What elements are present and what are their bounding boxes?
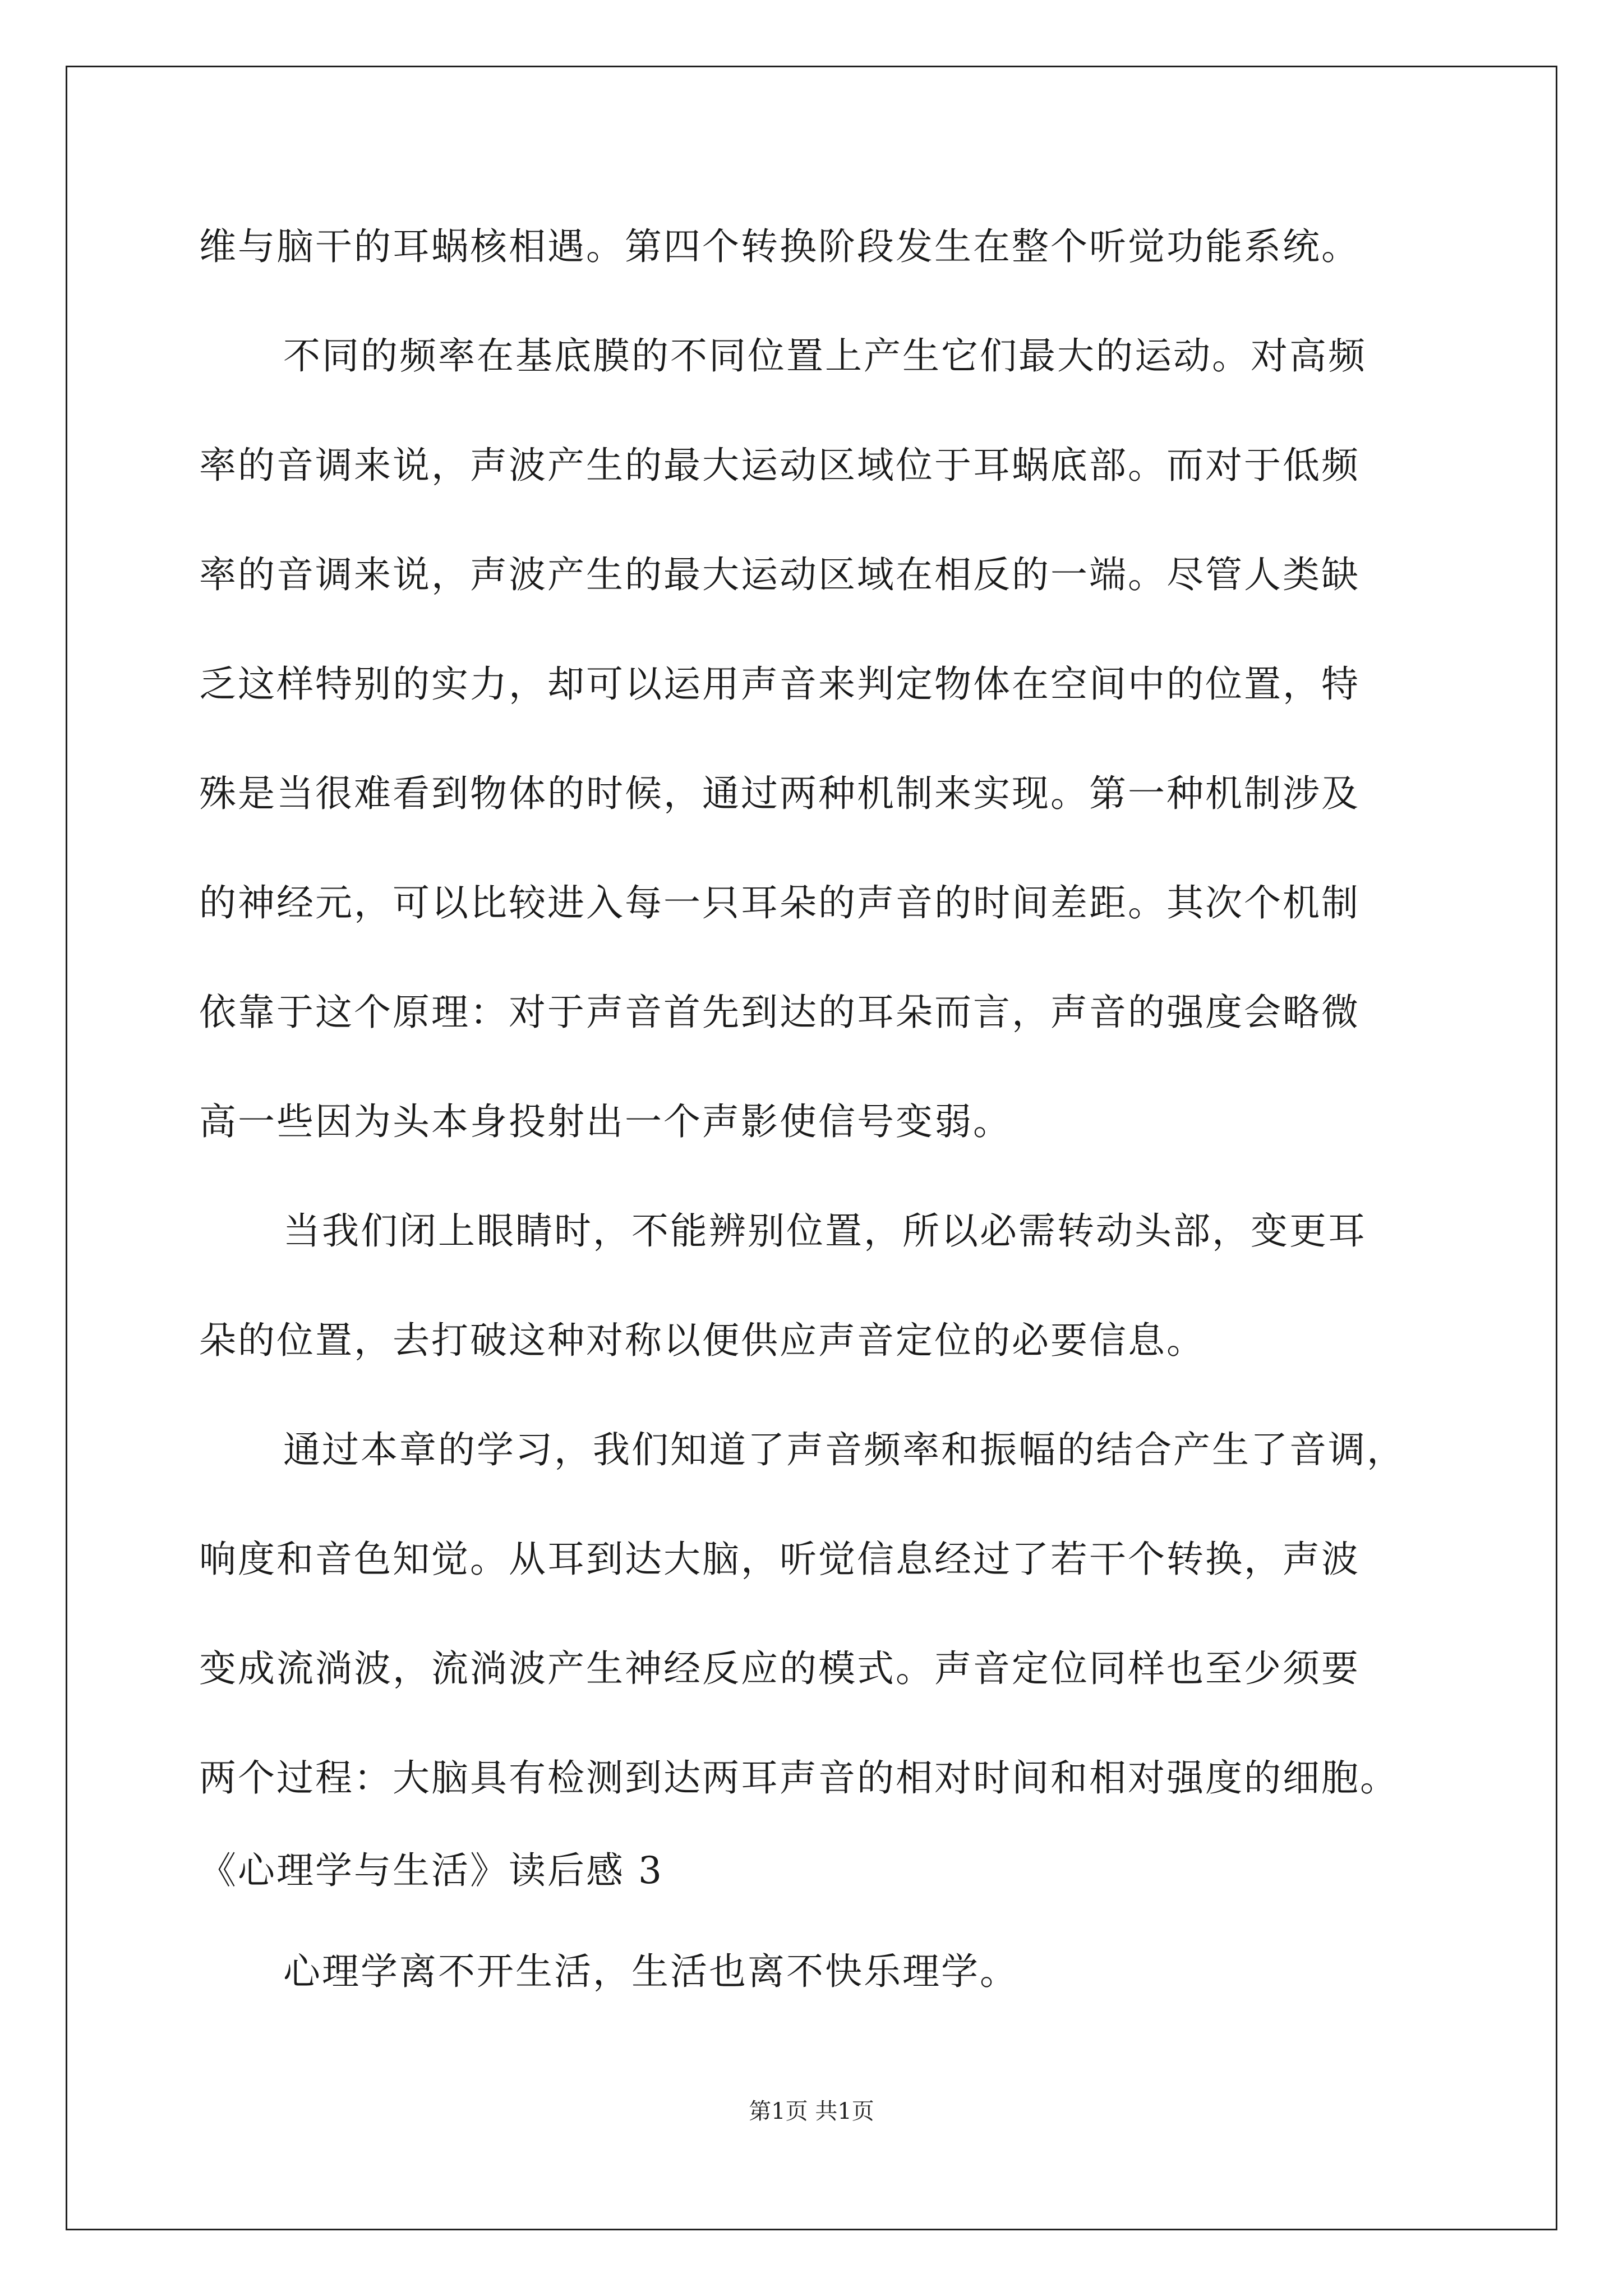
page-number-footer: 第1页 共1页 bbox=[749, 2099, 874, 2124]
text-line: 乏这样特别的实力，却可以运用声音来判定物体在空间中的位置，特 bbox=[199, 662, 1360, 706]
paragraph-start-line: 当我们闭上眼睛时，不能辨别位置，所以必需转动头部，变更耳 bbox=[283, 1209, 1367, 1253]
paragraph-start-line: 通过本章的学习，我们知道了声音频率和振幅的结合产生了音调， bbox=[283, 1428, 1405, 1471]
page-border bbox=[66, 66, 1557, 2230]
section-heading: 《心理学与生活》读后感 3 bbox=[199, 1849, 663, 1892]
paragraph-start-line: 不同的频率在基底膜的不同位置上产生它们最大的运动。对高频 bbox=[283, 334, 1367, 378]
text-line: 殊是当很难看到物体的时候，通过两种机制来实现。第一种机制涉及 bbox=[199, 772, 1360, 815]
text-line: 率的音调来说，声波产生的最大运动区域位于耳蜗底部。而对于低频 bbox=[199, 444, 1360, 487]
text-line: 变成流淌波，流淌波产生神经反应的模式。声音定位同样也至少须要 bbox=[199, 1647, 1360, 1690]
text-line: 率的音调来说，声波产生的最大运动区域在相反的一端。尽管人类缺 bbox=[199, 553, 1360, 596]
text-line: 维与脑干的耳蜗核相遇。第四个转换阶段发生在整个听觉功能系统。 bbox=[199, 225, 1360, 268]
text-line: 朵的位置，去打破这种对称以便供应声音定位的必要信息。 bbox=[199, 1319, 1205, 1362]
text-line: 两个过程：大脑具有检测到达两耳声音的相对时间和相对强度的细胞。 bbox=[199, 1756, 1399, 1800]
text-line: 的神经元，可以比较进入每一只耳朵的声音的时间差距。其次个机制 bbox=[199, 881, 1360, 924]
text-line: 高一些因为头本身投射出一个声影使信号变弱。 bbox=[199, 1100, 1012, 1143]
text-line: 依靠于这个原理：对于声音首先到达的耳朵而言，声音的强度会略微 bbox=[199, 991, 1360, 1034]
text-line: 响度和音色知觉。从耳到达大脑，听觉信息经过了若干个转换，声波 bbox=[199, 1538, 1360, 1581]
paragraph-start-line: 心理学离不开生活，生活也离不快乐理学。 bbox=[283, 1950, 1018, 1993]
